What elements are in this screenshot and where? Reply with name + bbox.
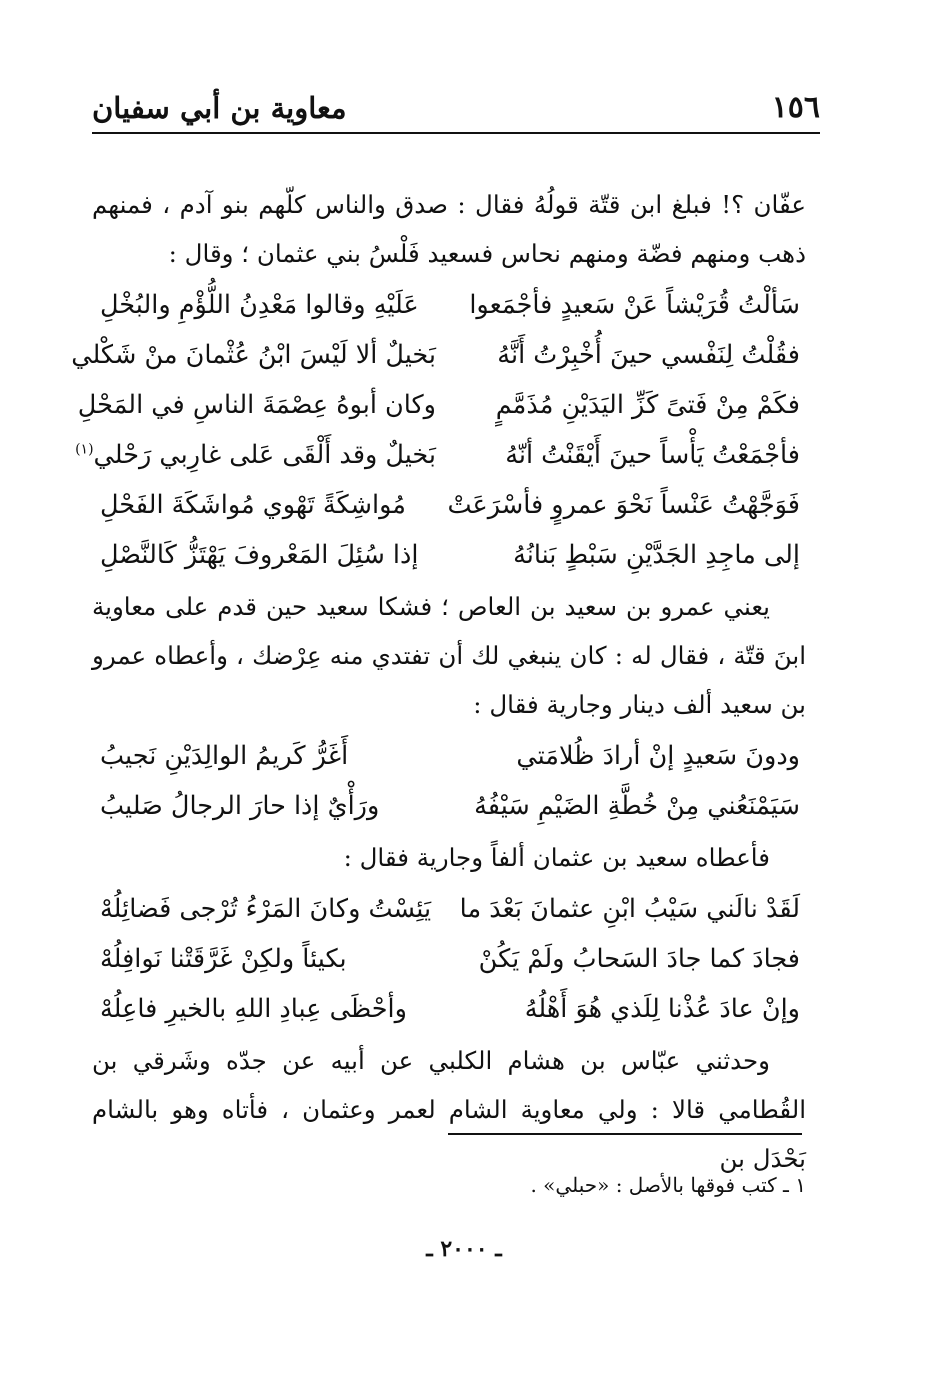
footer-page-number: ـ ٢٠٠٠ ـ [426, 1236, 502, 1262]
verse-second-hemistich: إذا سُئِلَ المَعْروفَ يَهْتَزُّ كَالنَّصْلِ [100, 540, 419, 570]
header-rule [92, 132, 820, 134]
verse-second-hemistich: وأحْظَى عِبادِ اللهِ بالخيرِ فاعِلُهْ [100, 994, 407, 1024]
verse-first-hemistich: إلى ماجِدِ الجَدَّيْنِ سَبْطٍ بَنانُهُ [513, 540, 800, 570]
footnote: ١ ـ كتب فوقها بالأصل : «حبلي» . [530, 1173, 806, 1197]
verse-line [92, 280, 806, 330]
paragraph-2: يعني عمرو بن سعيد بن العاص ؛ فشكا سعيد حين قدم على معاوية ابنَ قتّة ، فقال له : كان ينبغي لك أن تفتدي منه عِرْضك ، وأعطاه عمرو بن سعيد ألف دينار وجارية فقال : [92, 592, 806, 719]
main-text [71, 180, 806, 1183]
poem-3 [92, 884, 806, 1034]
verse-first-hemistich: وإنْ عادَ عُذْنا لِلَذي هُوَ أَهْلُهُ [524, 994, 800, 1024]
verse-first-hemistich: فجادَ كما جادَ السَحابُ ولَمْ يَكُنْ [478, 944, 800, 974]
verse-line [92, 781, 806, 831]
verse-first-hemistich: فأجْمَعْتُ يَأْساً حينَ أَيْقَنْتُ أنّهُ [505, 440, 800, 470]
verse-first-hemistich: ودونَ سَعيدٍ إنْ أرادَ ظُلامَتي [516, 741, 800, 771]
verse-line [92, 731, 806, 781]
paragraph-intro: عفّان ؟! فبلغ ابن قتّة قولُهُ فقال : صدق والناس كلّهم بنو آدم ، فمنهم ذهب ومنهم فضّة ومنهم نحاس فسعيد فَلْسُ بني عثمان ؛ وقال : [92, 190, 806, 268]
verse-first-hemistich: سَألْتُ قُرَيْشاً عَنْ سَعيدٍ فأجْمَعوا [469, 290, 800, 320]
verse-line [92, 530, 806, 580]
poem-1 [71, 280, 806, 580]
verse-second-hemistich: بكيئاً ولكِنْ غَرَّقَتْنا نَوافِلُهْ [100, 944, 347, 974]
verse-line [92, 480, 806, 530]
verse-second-hemistich: ورَأْيٌ إذا حارَ الرجالُ صَليبُ [100, 791, 380, 821]
paragraph-3: فأعطاه سعيد بن عثمان ألفاً وجارية فقال : [343, 843, 770, 872]
verse-second-hemistich: وكان أبوهُ عِصْمَةَ الناسِ في المَحْلِ [77, 390, 436, 420]
paragraph-4: وحدثني عبّاس بن هشام الكلبي عن أبيه عن جدّه وشَرقي بن القُطامي قالا : ولي معاوية الشام لعمر وعثمان ، فأتاه وهو بالشام بَحْدَل بن [92, 1046, 806, 1173]
verse-line [71, 330, 806, 380]
page-number: ١٥٦ [771, 90, 820, 125]
verse-first-hemistich: فكَمْ مِنْ فَتىً كَزِّ اليَدَيْنِ مُذَمَّمٍ [495, 390, 800, 420]
verse-line [75, 430, 806, 480]
verse-second-hemistich: يَئِسْتُ وكانَ المَرْءُ تُرْجى فَضائِلُهْ [100, 894, 432, 924]
verse-second-text: بَخيلٌ وقد أَلْقَى عَلى غارِبي رَحْلي [93, 440, 436, 470]
verse-second-hemistich [75, 430, 436, 480]
verse-second-hemistich: عَلَيْهِ وقالوا مَعْدِنُ اللُّؤْمِ والبُخْلِ [100, 290, 419, 320]
verse-first-hemistich: لَقَدْ نالَني سَيْبُ ابْنِ عثمانَ بَعْدَ ما [459, 894, 800, 924]
verse-line [92, 934, 806, 984]
verse-second-hemistich: بَخيلٌ ألا لَيْسَ ابْنُ عُثْمانَ منْ شَكْلي [71, 340, 436, 370]
running-title: معاوية بن أبي سفيان [92, 91, 347, 125]
page-header [92, 78, 820, 128]
poem-2 [92, 731, 806, 831]
verse-first-hemistich: فقُلْتُ لِنَفْسي حينَ أُخْبِرْتُ أَنَّهُ [497, 340, 800, 370]
verse-second-hemistich: أَغَرُّ كَريمُ الوالِدَيْنِ نَجيبُ [100, 741, 349, 771]
verse-line [77, 380, 806, 430]
footnote-reference: (١) [75, 441, 94, 458]
verse-second-hemistich: مُواشِكَةً تَهْوي مُواشَكَةَ الفَحْلِ [100, 490, 406, 520]
footnote-rule [448, 1133, 802, 1135]
verse-first-hemistich: فَوَجَّهْتُ عَنْساً نَحْوَ عمروٍ فأسْرَعَتْ [447, 490, 800, 520]
verse-line [92, 884, 806, 934]
verse-first-hemistich: سَيَمْنَعُني مِنْ خُطَّةِ الضَيْمِ سَيْفُهُ [474, 791, 800, 821]
verse-line [92, 984, 806, 1034]
